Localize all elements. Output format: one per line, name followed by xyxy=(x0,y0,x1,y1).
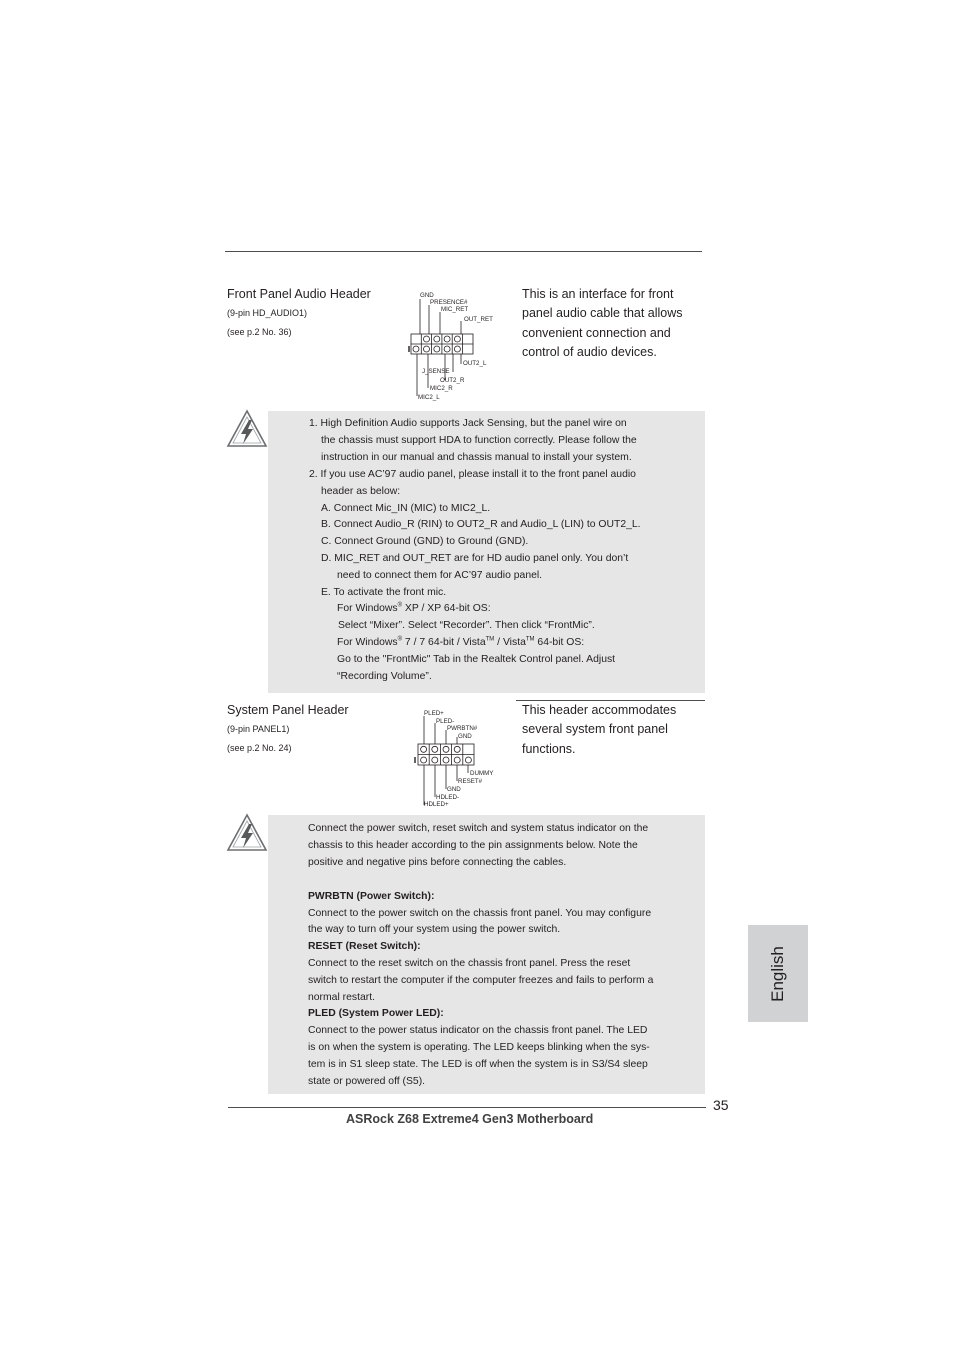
note1-line: C. Connect Ground (GND) to Ground (GND). xyxy=(321,536,529,547)
warning-icon xyxy=(226,408,268,450)
note1-line: header as below: xyxy=(321,486,401,497)
page-number: 35 xyxy=(713,1097,729,1113)
pin-gnd: GND xyxy=(420,292,434,299)
front-audio-description: This is an interface for front panel audio cable that allows convenient connection and control of audio devices. xyxy=(522,287,683,359)
note2-line: tem is in S1 sleep state. The LED is off when the system is in S3/S4 sleep xyxy=(308,1059,648,1070)
note2-line: the way to turn off your system using the power switch. xyxy=(308,924,561,935)
note1-line: Select “Mixer”. Select “Recorder”. Then click “FrontMic”. xyxy=(338,620,595,631)
pin-out2-r: OUT2_R xyxy=(440,377,465,384)
note2-line: normal restart. xyxy=(308,992,375,1003)
pin-gnd-top: GND xyxy=(458,733,472,740)
note1-line: D. MIC_RET and OUT_RET are for HD audio panel only. You don’t xyxy=(321,553,629,564)
pin-pled-plus: PLED+ xyxy=(424,710,444,717)
warning-icon xyxy=(226,812,268,854)
pin-mic2-l: MIC2_L xyxy=(418,394,440,401)
pin-gnd-bottom: GND xyxy=(447,786,461,793)
note1-line: A. Connect Mic_IN (MIC) to MIC2_L. xyxy=(321,503,491,514)
top-divider xyxy=(225,251,702,252)
pin-mic2-r: MIC2_R xyxy=(430,385,453,392)
note2-heading-pled: PLED (System Power LED): xyxy=(308,1008,444,1019)
pin-hdled-minus: HDLED- xyxy=(436,794,460,801)
pin-hdled-plus: HDLED+ xyxy=(424,801,449,808)
audio-header-diagram xyxy=(405,288,515,404)
note1-line: E. To activate the front mic. xyxy=(321,587,447,598)
language-tab-label: English xyxy=(768,945,787,1002)
pin-out-ret: OUT_RET xyxy=(464,316,493,323)
front-audio-subtitle: (9-pin HD_AUDIO1) xyxy=(227,308,308,318)
note1-line: 2. If you use AC’97 audio panel, please install it to the front panel audio xyxy=(309,469,636,480)
footer-divider xyxy=(228,1107,706,1108)
note1-line: B. Connect Audio_R (RIN) to OUT2_R and Audio_L (LIN) to OUT2_L. xyxy=(321,519,641,530)
note2-line: Connect to the power switch on the chassis front panel. You may configure xyxy=(308,908,652,919)
pin-j-sense: J_SENSE xyxy=(422,368,450,375)
note1-line: “Recording Volume”. xyxy=(337,671,432,682)
system-panel-title: System Panel Header xyxy=(227,703,349,717)
system-panel-ref: (see p.2 No. 24) xyxy=(227,743,292,753)
note1-line: For Windows® 7 / 7 64-bit / Vista™ / Vista™ 64-bit OS: xyxy=(337,636,585,648)
pin-pled-minus: PLED- xyxy=(436,718,455,725)
note2-line: state or powered off (S5). xyxy=(308,1076,426,1087)
note2-line: switch to restart the computer if the computer freezes and fails to perform a xyxy=(308,975,654,986)
note2-line: chassis to this header according to the pin assignments below. Note the xyxy=(308,840,638,851)
note2-line: Connect to the reset switch on the chassis front panel. Press the reset xyxy=(308,958,631,969)
system-panel-subtitle: (9-pin PANEL1) xyxy=(227,724,290,734)
pin-presence: PRESENCE# xyxy=(430,299,468,306)
system-panel-diagram xyxy=(410,708,500,810)
footer-model: ASRock Z68 Extreme4 Gen3 Motherboard xyxy=(346,1112,594,1126)
note2-line: Connect the power switch, reset switch and system status indicator on the xyxy=(308,823,649,834)
note1-line: the chassis must support HDA to function correctly. Please follow the xyxy=(321,435,637,446)
pin-mic-ret: MIC_RET xyxy=(441,306,469,313)
note2-heading-reset: RESET (Reset Switch): xyxy=(308,941,421,952)
note2-line: positive and negative pins before connecting the cables. xyxy=(308,857,567,868)
front-audio-title: Front Panel Audio Header xyxy=(227,287,371,301)
pin-dummy: DUMMY xyxy=(470,770,494,777)
pin-reset: RESET# xyxy=(458,778,483,785)
language-tab xyxy=(748,925,808,1022)
note1-line: 1. High Definition Audio supports Jack Sensing, but the panel wire on xyxy=(309,418,627,429)
system-panel-description: This header accommodates several system front panel functions. xyxy=(522,703,677,756)
note1-line: instruction in our manual and chassis manual to install your system. xyxy=(321,452,632,463)
note2-line: Connect to the power status indicator on the chassis front panel. The LED xyxy=(308,1025,648,1036)
pin-out2-l: OUT2_L xyxy=(463,360,487,367)
note1-line: need to connect them for AC’97 audio panel. xyxy=(337,570,543,581)
note1-line: Go to the "FrontMic" Tab in the Realtek Control panel. Adjust xyxy=(337,654,616,665)
front-audio-ref: (see p.2 No. 36) xyxy=(227,327,292,337)
note2-line: is on when the system is operating. The LED keeps blinking when the sys- xyxy=(308,1042,650,1053)
note2-heading-pwrbtn: PWRBTN (Power Switch): xyxy=(308,891,435,902)
note1-line: For Windows® XP / XP 64-bit OS: xyxy=(337,602,491,614)
pin-pwrbtn: PWRBTN# xyxy=(447,725,478,732)
